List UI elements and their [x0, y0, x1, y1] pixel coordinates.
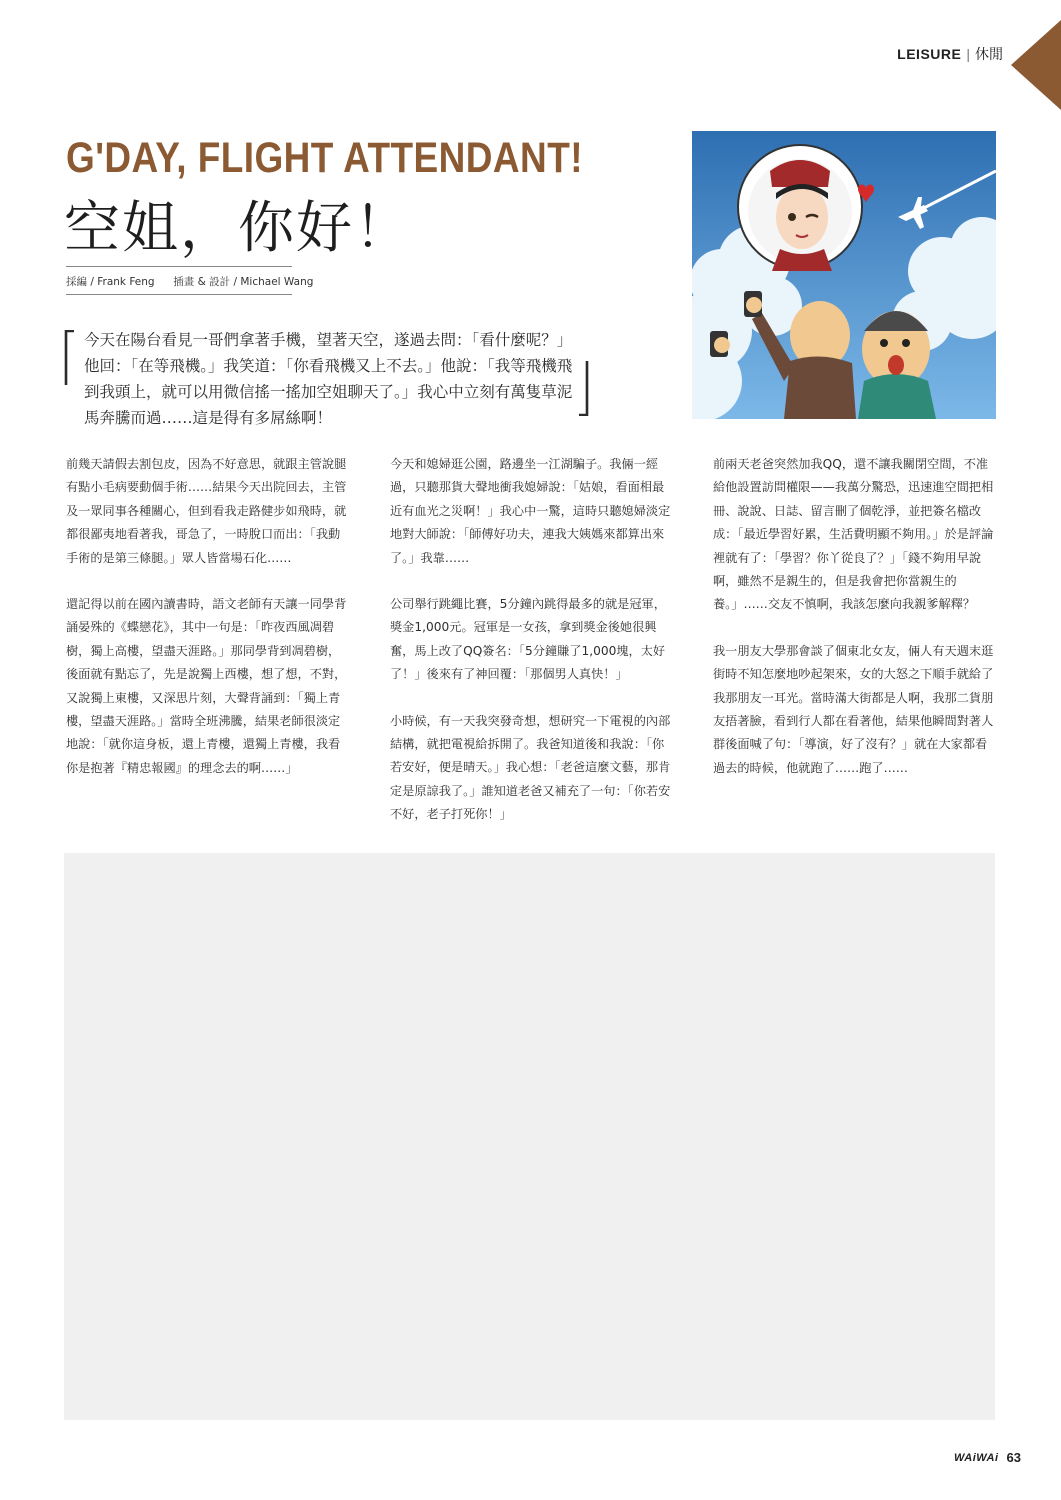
section-label-en: LEISURE: [897, 46, 962, 62]
column-3-paragraph-2: 我一朋友大學那會談了個東北女友，倆人有天週末逛街時不知怎麼地吵起架來，女的大怒之下順手就給了我那朋友一耳光。當時滿大街都是人啊，我那二貨朋友捂著臉，看到行人都在看著他，結果他瞬間對著人群後面喊了句：「導演，好了沒有？」就在大家都看過去的時候，他就跑了……跑了……: [713, 643, 994, 775]
close-bracket-icon: [577, 360, 589, 416]
illustrator-name: Michael Wang: [240, 276, 314, 288]
column-2-paragraph-3: 小時候，有一天我突發奇想，想研究一下電視的內部結構，就把電視給拆開了。我爸知道後和我說：「你若安好，便是晴天。」我心想：「老爸這麼文藝，那肯定是原諒我了。」誰知道老爸又補充了一句：「你若安不好，老子打死你！」: [390, 713, 671, 822]
illustrator-label: 插畫 & 設計 /: [173, 276, 238, 288]
writer-name: Frank Feng: [97, 276, 155, 288]
column-3-paragraph-1: 前兩天老爸突然加我QQ，還不讓我關閉空間，不准給他設置訪問權限——我萬分驚恐，迅速進空間把相冊、說說、日誌、留言刪了個乾淨，並把簽名檔改成：「最近學習好累，生活費明顯不夠用。」於是評論裡就有了：「學習？你丫從良了？」「錢不夠用早說啊，雖然不是親生的，但是我會把你當親生的養。」……交友不慎啊，我該怎麼向我親爹解釋？: [713, 457, 994, 612]
credits-bottom-rule: [66, 294, 292, 295]
page-number: 63: [1006, 1450, 1021, 1465]
column-2-paragraph-1: 今天和媳婦逛公園，路邊坐一江湖騙子。我倆一經過，只聽那貨大聲地衝我媳婦說：「姑娘，看面相最近有血光之災啊！」我心中一驚，這時只聽媳婦淡定地對大師說：「師傅好功夫，連我大姨媽來都算出來了。」我靠……: [390, 457, 671, 565]
section-label-zh: 休閒: [975, 46, 1003, 62]
magazine-brand: WAiWAi: [953, 1451, 999, 1464]
blank-ad-block: [64, 853, 995, 1420]
open-bracket-icon: [64, 330, 76, 386]
title-chinese: 空姐，你好！: [64, 196, 412, 261]
article-column-1: [66, 453, 352, 803]
page-footer: [954, 1450, 1021, 1465]
intro-quote: 今天在陽台看見一哥們拿著手機，望著天空，遂過去問：「看什麼呢？」他回：「在等飛機。」我笑道：「你看飛機又上不去。」他說：「我等飛機飛到我頭上，就可以用微信搖一搖加空姐聊天了。」我心中立刻有萬隻草泥馬奔騰而過……這是得有多屌絲啊！: [84, 331, 573, 427]
section-tag: [897, 44, 1003, 64]
writer-label: 採編 /: [66, 276, 94, 288]
column-1-paragraph-2: 還記得以前在國內讀書時，語文老師有天讓一同學背誦晏殊的《蝶戀花》，其中一句是：「昨夜西風凋碧樹，獨上高樓，望盡天涯路。」那同學背到凋碧樹，後面就有點忘了，先是說獨上西樓，想了想，不對，又說獨上東樓，又深思片刻，大聲背誦到：「獨上青樓，望盡天涯路。」當時全班沸騰，結果老師很淡定地說：「就你這身板，還上青樓，還獨上青樓，我看你是抱著『精忠報國』的理念去的啊……」: [66, 597, 347, 775]
credits: [66, 274, 313, 289]
flight-attendant-illustration: [692, 131, 996, 419]
article-column-3: [713, 453, 999, 803]
title-english: G'DAY, FLIGHT ATTENDANT!: [66, 134, 583, 182]
column-2-paragraph-2: 公司舉行跳繩比賽，5分鐘內跳得最多的就是冠軍，獎金1,000元。冠軍是一女孩，拿到獎金後她很興奮，馬上改了QQ簽名：「5分鐘賺了1,000塊，太好了！」後來有了神回覆：「那個男人真快！」: [390, 597, 666, 682]
corner-tab-icon: [1011, 20, 1061, 110]
credits-top-rule: [66, 266, 292, 267]
section-separator: |: [966, 46, 970, 62]
article-column-2: [390, 453, 676, 850]
column-1-paragraph-1: 前幾天請假去割包皮，因為不好意思，就跟主管說腿有點小毛病要動個手術……結果今天出院回去，主管及一眾同事各種關心，但到看我走路健步如飛時，就都很鄙夷地看著我，哥急了，一時脫口而出：「我動手術的是第三條腿。」眾人皆當場石化……: [66, 457, 347, 565]
